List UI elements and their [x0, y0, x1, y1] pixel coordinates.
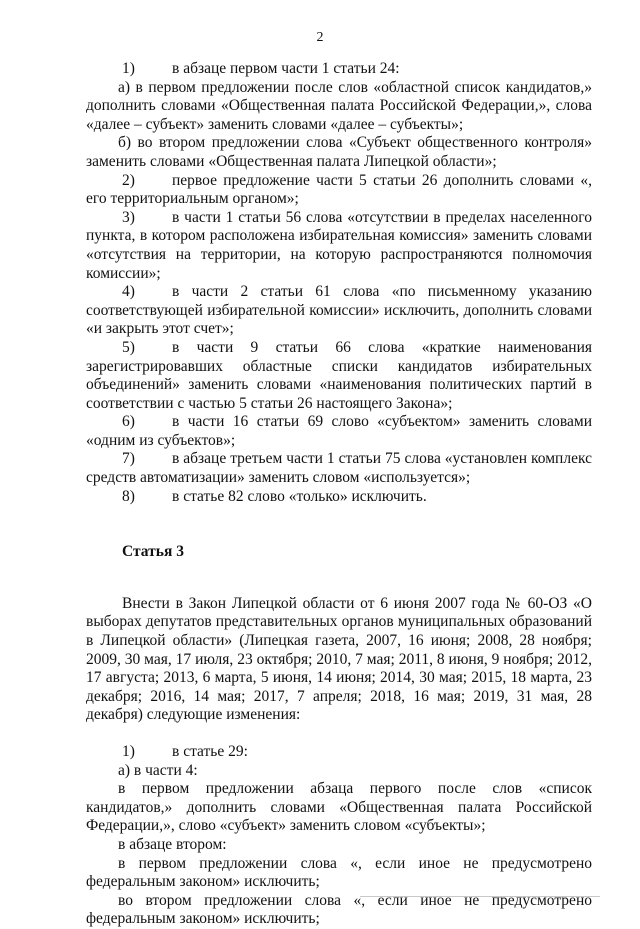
footer-divider	[360, 896, 600, 897]
item-text: в абзаце третьем части 1 статьи 75 слова «установлен комплекс средств автоматизации» заменить словом «используется»;	[86, 450, 592, 487]
list-item-6	[86, 413, 592, 450]
article-paragraph: в абзаце втором:	[118, 835, 227, 853]
item-number: 3)	[122, 208, 135, 226]
item-number: 2)	[122, 171, 135, 189]
article-subitem-a: а) в части 4:	[118, 761, 198, 779]
item-text: в статье 29:	[172, 743, 248, 760]
page-number: 2	[316, 30, 324, 45]
item-number: 4)	[122, 283, 135, 301]
subitem-b: б) во втором предложении слова «Субъект общественного контроля» заменить словами «Общественная палата Липецкой области»;	[86, 134, 592, 170]
spacer	[86, 562, 592, 595]
list-item-7	[86, 450, 592, 487]
item-number: 5)	[122, 338, 135, 356]
item-text: в части 2 статьи 61 слова «по письменному указанию соответствующей избирательной комиссии» исключить, дополнить словами «и закрыть этот счет»;	[86, 283, 592, 338]
list-item-1	[86, 60, 592, 79]
list-item-4	[86, 283, 592, 339]
list-item-8	[86, 488, 592, 507]
list-item-2	[86, 172, 592, 209]
item-text: в части 9 статьи 66 слова «краткие наименования зарегистрировавших областные списки кандидатов избирательных объединений» заменить словами «наименования политических партий в соответствии с частью 5 статьи 26 настоящего Закона»;	[86, 338, 592, 412]
subitem-a: а) в первом предложении после слов «областной список кандидатов,» дополнить словами «Общественная палата Российской Федерации,», слова «далее – субъект» заменить словами «далее – субъекты»;	[86, 78, 592, 133]
article-paragraph: в первом предложении слова «, если иное не предусмотрено федеральным законом» исключить;	[86, 854, 592, 891]
item-number: 1)	[122, 743, 135, 760]
article-heading: Статья 3	[122, 543, 184, 561]
list-item-5	[86, 339, 592, 413]
article-item-1	[86, 743, 592, 762]
article-paragraph: в первом предложении абзаца первого после слов «список кандидатов,» дополнить словами «Общественная палата Российской Федерации,», слово «субъект» заменить словом «субъекты»;	[86, 780, 592, 835]
item-number: 1)	[122, 60, 135, 77]
item-text: первое предложение части 5 статьи 26 дополнить словами «, его территориальным органом»;	[86, 171, 592, 208]
item-number: 7)	[122, 450, 135, 468]
item-text: в абзаце первом части 1 статьи 24:	[172, 60, 400, 77]
article-intro: Внести в Закон Липецкой области от 6 июня 2007 года № 60-ОЗ «О выборах депутатов представительных органов муниципальных образований в Липецкой области» (Липецкая газета, 2007, 16 июня; 2008, 28 ноября; 2009, 30 мая, 17 июля, 23 октября; 2010, 7 мая; 2011, 8 июня, 9 ноября; 2012, 17 августа; 2013, 6 марта, 5 июня, 14 июня; 2014, 30 мая; 2015, 18 марта, 23 декабря; 2016, 14 мая; 2017, 7 апреля; 2018, 16 мая; 2019, 31 мая, 28 декабря) следующие изменения:	[86, 594, 592, 724]
item-number: 6)	[122, 413, 135, 431]
item-text: в части 1 статьи 56 слова «отсутствии в пределах населенного пункта, в котором расположена избирательная комиссия» заменить словами «отсутствия на территории, на которую распространяются полномочия комиссии»;	[86, 208, 592, 282]
item-text: в части 16 статьи 69 слово «субъектом» заменить словами «одним из субъектов»;	[86, 413, 592, 449]
item-number: 8)	[122, 487, 135, 505]
spacer	[86, 725, 592, 743]
spacer	[86, 506, 592, 543]
article-paragraph: во втором предложении слова «, если иное не предусмотрено федеральным законом» исключить;	[86, 891, 592, 928]
item-text: в статье 82 слово «только» исключить.	[172, 487, 427, 505]
list-item-3	[86, 209, 592, 283]
document-body	[86, 60, 592, 929]
